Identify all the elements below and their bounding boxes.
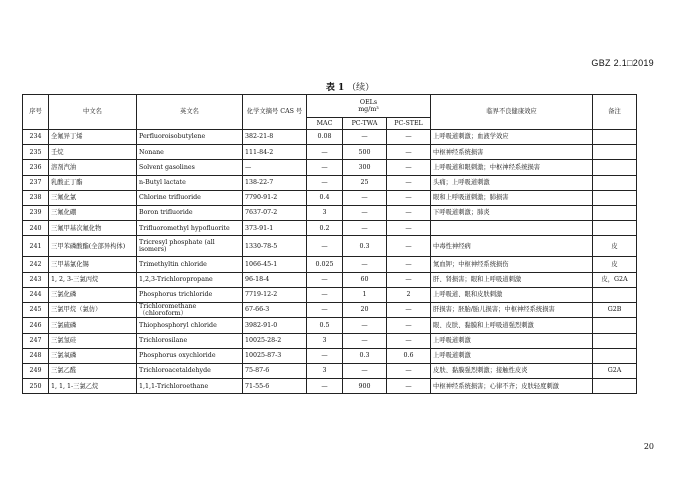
cell-no: 239: [23, 205, 49, 220]
cell-note: [593, 348, 637, 363]
cell-cn: 三氟甲基次氟化物: [49, 221, 137, 236]
cell-mac: —: [307, 272, 343, 287]
cell-twa: —: [343, 257, 387, 272]
cell-en: Trichlorosilane: [137, 333, 243, 348]
cell-cas: 7790-91-2: [243, 190, 307, 205]
cell-note: 皮，G2A: [593, 272, 637, 287]
cell-mac: —: [307, 302, 343, 317]
cell-twa: —: [343, 190, 387, 205]
cell-note: G2B: [593, 302, 637, 317]
table-label: 表 1: [325, 83, 345, 93]
cell-en: Solvent gasolines: [137, 160, 243, 175]
cell-en: Trichloroacetaldehyde: [137, 363, 243, 378]
col-header-en: 英文名: [137, 95, 243, 130]
cell-en: n-Butyl lactate: [137, 175, 243, 190]
cell-no: 234: [23, 130, 49, 145]
table-caption: [0, 80, 700, 93]
table-row: [23, 272, 637, 287]
cell-cn: 1, 1, 1-三氯乙烷: [49, 379, 137, 394]
cell-effect: 上呼吸道刺激；血液学效应: [431, 130, 593, 145]
cell-note: [593, 318, 637, 333]
cell-en: Tricresyl phosphate (all isomers): [137, 236, 243, 257]
cell-note: 皮: [593, 257, 637, 272]
cell-effect: 眼、皮肤、黏膜和上呼吸道强烈刺激: [431, 318, 593, 333]
cell-twa: —: [343, 130, 387, 145]
cell-stel: —: [387, 130, 431, 145]
table-row: [23, 363, 637, 378]
cell-mac: 3: [307, 363, 343, 378]
oels-table: [22, 94, 637, 394]
cell-en: Chlorine trifluoride: [137, 190, 243, 205]
cell-mac: 0.2: [307, 221, 343, 236]
cell-twa: 20: [343, 302, 387, 317]
cell-mac: —: [307, 175, 343, 190]
table-row: [23, 205, 637, 220]
cell-mac: —: [307, 287, 343, 302]
cell-no: 250: [23, 379, 49, 394]
cell-en: Trimethyltin chloride: [137, 257, 243, 272]
cell-note: [593, 130, 637, 145]
cell-twa: 60: [343, 272, 387, 287]
cell-no: 243: [23, 272, 49, 287]
cell-cas: 96-18-4: [243, 272, 307, 287]
cell-note: 皮: [593, 236, 637, 257]
table-row: [23, 379, 637, 394]
cell-mac: 0.4: [307, 190, 343, 205]
table-row: [23, 348, 637, 363]
cell-en: Nonane: [137, 145, 243, 160]
cell-twa: —: [343, 318, 387, 333]
cell-no: 236: [23, 160, 49, 175]
cell-twa: 1: [343, 287, 387, 302]
cell-cas: 67-66-3: [243, 302, 307, 317]
cell-cas: 111-84-2: [243, 145, 307, 160]
cell-no: 238: [23, 190, 49, 205]
cell-effect: 上呼吸道刺激: [431, 333, 593, 348]
cell-twa: 900: [343, 379, 387, 394]
cell-en: Trichloromethane（chloroform）: [137, 302, 243, 317]
table-body: [23, 130, 637, 394]
cell-cn: 三甲苯磷酸酯(全部异构体): [49, 236, 137, 257]
cell-cn: 三氯硫磷: [49, 318, 137, 333]
table-row: [23, 236, 637, 257]
table-row: [23, 190, 637, 205]
cell-cn: 壬烷: [49, 145, 137, 160]
cell-stel: —: [387, 379, 431, 394]
table-row: [23, 287, 637, 302]
cell-twa: 300: [343, 160, 387, 175]
cell-twa: —: [343, 205, 387, 220]
cell-cn: 溶剂汽油: [49, 160, 137, 175]
cell-note: [593, 287, 637, 302]
col-header-stel: PC-STEL: [387, 118, 431, 130]
cell-cas: 75-87-6: [243, 363, 307, 378]
cell-cn: 三氯氧磷: [49, 348, 137, 363]
cell-en: Boron trifluoride: [137, 205, 243, 220]
cell-mac: 3: [307, 205, 343, 220]
cell-effect: 中枢神经系统损害；心律不齐；皮肤轻度刺激: [431, 379, 593, 394]
cell-twa: 0.3: [343, 348, 387, 363]
cell-effect: 眼和上呼吸道刺激；肺损害: [431, 190, 593, 205]
cell-en: Thiophosphoryl chloride: [137, 318, 243, 333]
cell-stel: —: [387, 363, 431, 378]
cell-cn: 三氯乙醛: [49, 363, 137, 378]
cell-stel: —: [387, 302, 431, 317]
cell-cas: 10025-28-2: [243, 333, 307, 348]
cell-stel: —: [387, 333, 431, 348]
col-header-effect: 临界不良健康效应: [431, 95, 593, 130]
table-continued: （续）: [347, 83, 375, 93]
cell-stel: —: [387, 236, 431, 257]
cell-cas: 3982-91-0: [243, 318, 307, 333]
cell-twa: —: [343, 333, 387, 348]
cell-twa: 500: [343, 145, 387, 160]
cell-stel: 2: [387, 287, 431, 302]
cell-effect: 上呼吸道和眼刺激；中枢神经系统损害: [431, 160, 593, 175]
cell-no: 241: [23, 236, 49, 257]
cell-twa: 0.3: [343, 236, 387, 257]
cell-mac: 0.08: [307, 130, 343, 145]
cell-no: 244: [23, 287, 49, 302]
cell-note: [593, 205, 637, 220]
cell-stel: —: [387, 318, 431, 333]
cell-stel: 0.6: [387, 348, 431, 363]
cell-stel: —: [387, 145, 431, 160]
oels-label: OELs: [359, 98, 378, 106]
col-header-cas: 化学文摘号 CAS 号: [243, 95, 307, 130]
col-header-twa: PC-TWA: [343, 118, 387, 130]
cell-cn: 三氟化硼: [49, 205, 137, 220]
cell-no: 246: [23, 318, 49, 333]
cell-stel: —: [387, 175, 431, 190]
cell-effect: 上呼吸道、眼和皮肤刺激: [431, 287, 593, 302]
table-row: [23, 130, 637, 145]
cell-no: 237: [23, 175, 49, 190]
cell-effect: 下呼吸道刺激；肺炎: [431, 205, 593, 220]
cell-mac: —: [307, 160, 343, 175]
cell-stel: —: [387, 160, 431, 175]
table-row: [23, 221, 637, 236]
cell-effect: 皮肤、黏膜强烈刺激；接触性皮炎: [431, 363, 593, 378]
cell-stel: —: [387, 221, 431, 236]
cell-no: 247: [23, 333, 49, 348]
table-row: [23, 302, 637, 317]
col-header-mac: MAC: [307, 118, 343, 130]
cell-cn: 乳酸正丁酯: [49, 175, 137, 190]
cell-cas: 7637-07-2: [243, 205, 307, 220]
cell-cn: 三氯氢硅: [49, 333, 137, 348]
cell-no: 248: [23, 348, 49, 363]
cell-mac: 3: [307, 333, 343, 348]
cell-note: [593, 145, 637, 160]
cell-cas: 10025-87-3: [243, 348, 307, 363]
cell-no: 240: [23, 221, 49, 236]
cell-note: [593, 221, 637, 236]
cell-note: [593, 175, 637, 190]
cell-no: 242: [23, 257, 49, 272]
cell-en: 1,1,1-Trichloroethane: [137, 379, 243, 394]
cell-stel: —: [387, 272, 431, 287]
cell-mac: 0.025: [307, 257, 343, 272]
cell-effect: 中枢神经系统损害: [431, 145, 593, 160]
cell-stel: —: [387, 190, 431, 205]
cell-no: 235: [23, 145, 49, 160]
cell-twa: —: [343, 363, 387, 378]
cell-cn: 三甲基氯化锡: [49, 257, 137, 272]
cell-cas: 373-91-1: [243, 221, 307, 236]
cell-cas: 1330-78-5: [243, 236, 307, 257]
page-number: 20: [643, 442, 654, 451]
cell-cas: 71-55-6: [243, 379, 307, 394]
cell-cn: 三氯甲烷（氯仿）: [49, 302, 137, 317]
table-row: [23, 145, 637, 160]
cell-cn: 1, 2, 3-三氯丙烷: [49, 272, 137, 287]
cell-note: [593, 379, 637, 394]
cell-effect: 氮血钾；中枢神经系统损伤: [431, 257, 593, 272]
cell-en: 1,2,3-Trichloropropane: [137, 272, 243, 287]
cell-effect: 头痛；上呼吸道刺激: [431, 175, 593, 190]
cell-effect: [431, 221, 593, 236]
cell-cas: —: [243, 160, 307, 175]
cell-stel: —: [387, 205, 431, 220]
cell-stel: —: [387, 257, 431, 272]
cell-en: Perfluoroisobutylene: [137, 130, 243, 145]
cell-cas: 1066-45-1: [243, 257, 307, 272]
cell-en: Phosphorus oxychloride: [137, 348, 243, 363]
cell-note: G2A: [593, 363, 637, 378]
cell-mac: —: [307, 379, 343, 394]
cell-cas: 138-22-7: [243, 175, 307, 190]
cell-mac: 0.5: [307, 318, 343, 333]
cell-twa: 25: [343, 175, 387, 190]
cell-cn: 三氟化氯: [49, 190, 137, 205]
cell-mac: —: [307, 236, 343, 257]
col-header-cn: 中文名: [49, 95, 137, 130]
cell-no: 249: [23, 363, 49, 378]
standard-id: GBZ 2.1□2019: [591, 58, 654, 68]
cell-en: Phosphorus trichloride: [137, 287, 243, 302]
table-row: [23, 333, 637, 348]
table-row: [23, 318, 637, 333]
cell-effect: 中毒性神经病: [431, 236, 593, 257]
cell-effect: 肝、肾损害；眼和上呼吸道刺激: [431, 272, 593, 287]
cell-effect: 肝损害；胚胎/胎儿损害；中枢神经系统损害: [431, 302, 593, 317]
cell-effect: 上呼吸道刺激: [431, 348, 593, 363]
cell-no: 245: [23, 302, 49, 317]
cell-note: [593, 190, 637, 205]
col-header-oels: [307, 95, 431, 118]
cell-mac: —: [307, 348, 343, 363]
cell-cn: 三氯化磷: [49, 287, 137, 302]
cell-cas: 7719-12-2: [243, 287, 307, 302]
oels-unit: mg/m³: [358, 106, 379, 113]
cell-twa: —: [343, 221, 387, 236]
col-header-note: 备注: [593, 95, 637, 130]
cell-en: Trifluoromethyl hypofluorite: [137, 221, 243, 236]
cell-cn: 全氟异丁烯: [49, 130, 137, 145]
table-row: [23, 160, 637, 175]
cell-mac: —: [307, 145, 343, 160]
col-header-no: 序号: [23, 95, 49, 130]
cell-note: [593, 333, 637, 348]
cell-note: [593, 160, 637, 175]
table-row: [23, 175, 637, 190]
cell-cas: 382-21-8: [243, 130, 307, 145]
table-row: [23, 257, 637, 272]
